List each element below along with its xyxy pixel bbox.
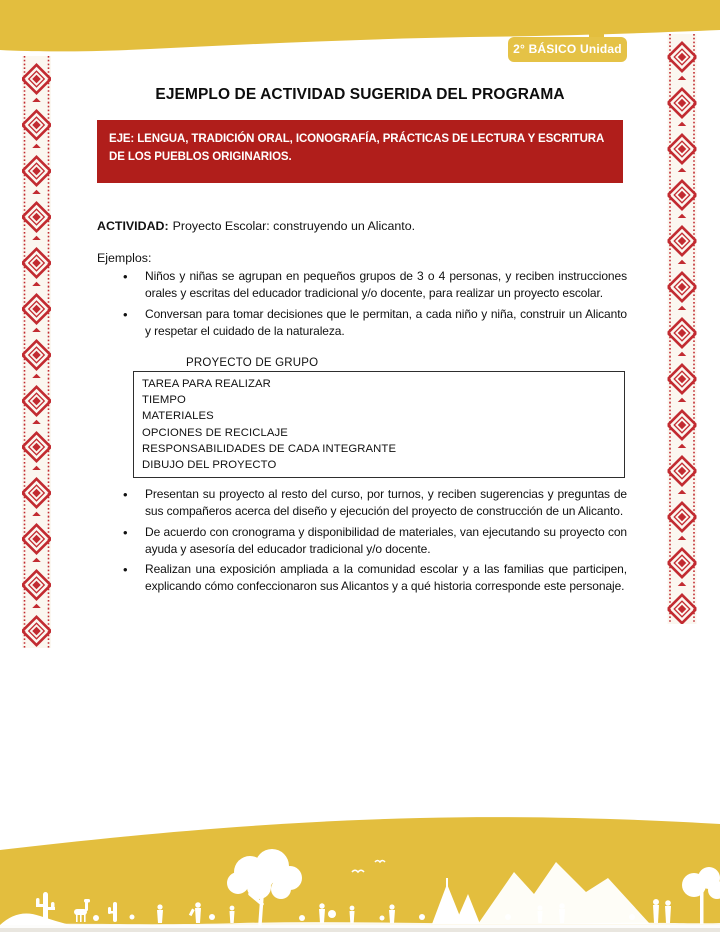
textile-pattern-left-icon — [22, 56, 51, 648]
textile-pattern-right-icon — [667, 34, 697, 624]
eje-banner: EJE: LENGUA, TRADICIÓN ORAL, ICONOGRAFÍA, PRÁCTICAS DE LECTURA Y ESCRITURA DE LOS PUEBLOS ORIGINARIOS. — [97, 120, 623, 183]
project-box-row: TIEMPO — [142, 394, 186, 407]
activity-label: ACTIVIDAD: — [97, 219, 169, 233]
list-item: • Niños y niñas se agrupan en pequeños grupos de 3 o 4 personas, y reciben instrucciones orales y escritas del educador tradicional y/o docente, para realizar un proyecto escolar. — [121, 268, 627, 303]
project-box-row: DIBUJO DEL PROYECTO — [142, 459, 277, 472]
list-item: • Conversan para tomar decisiones que le permitan, a cada niño y niña, construir un Alicanto y respetar el cuidado de la naturaleza. — [121, 306, 627, 341]
examples-list-top — [121, 268, 627, 343]
page-title: EJEMPLO DE ACTIVIDAD SUGERIDA DEL PROGRAMA — [155, 86, 565, 103]
examples-list-bottom — [121, 486, 627, 599]
list-item: • Realizan una exposición ampliada a la comunidad escolar y a las familias que participen, explicando cómo confeccionaron sus Alicantos y a qué historia corresponde este personaje. — [121, 561, 627, 596]
project-box-heading: PROYECTO DE GRUPO — [186, 357, 319, 369]
list-item: • Presentan su proyecto al resto del curso, por turnos, y reciben sugerencias y preguntas de sus compañeros acerca del diseño y ejecución del proyecto de construcción de un Alicanto. — [121, 486, 627, 521]
activity-text: Proyecto Escolar: construyendo un Alicanto. — [172, 219, 416, 233]
footer-illustration — [0, 812, 720, 932]
project-box-row: MATERIALES — [142, 410, 214, 423]
project-box — [133, 371, 625, 478]
project-box-row: TAREA PARA REALIZAR — [142, 378, 271, 390]
examples-label: Ejemplos: — [97, 251, 152, 265]
project-box-row: OPCIONES DE RECICLAJE — [142, 426, 288, 439]
unit-badge: 2° BÁSICO Unidad 2 — [508, 37, 627, 62]
activity-line — [97, 219, 625, 233]
project-box-row: RESPONSABILIDADES DE CADA INTEGRANTE — [142, 442, 397, 455]
list-item: • De acuerdo con cronograma y disponibilidad de materiales, van ejecutando su proyecto con ayuda y asesoría del educador tradicional y/o docente. — [121, 524, 627, 559]
